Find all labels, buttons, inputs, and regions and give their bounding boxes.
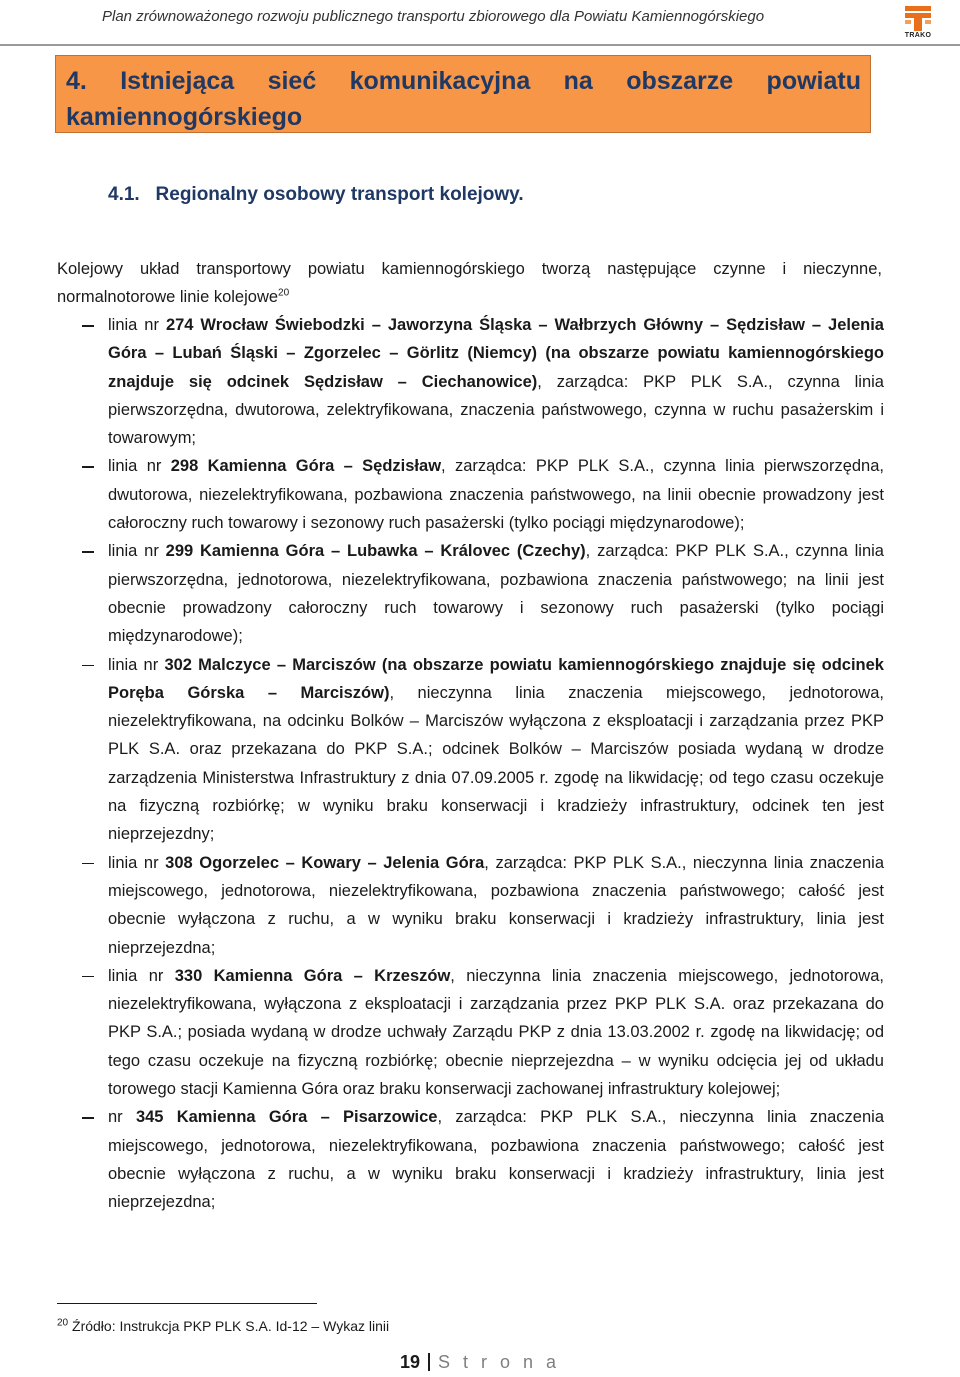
footnote-divider — [57, 1303, 317, 1304]
list-item — [57, 962, 884, 1103]
list-item — [57, 311, 884, 452]
railway-lines-list — [57, 311, 884, 1217]
trako-logo — [901, 4, 935, 40]
footnote-number: 20 — [57, 1317, 69, 1329]
chapter-title: 4. Istniejąca sieć komunikacyjna na obszarze powiatu kamiennogórskiego — [66, 67, 861, 131]
intro-paragraph — [57, 255, 882, 311]
page-separator — [428, 1353, 430, 1371]
line-description: , zarządca: PKP PLK S.A., czynna linia pierwszorzędna, dwutorowa, niezelektryfikowana, pozbawiona znaczenia państwowego, na linii obecnie prowadzony jest całoroczny ruch towarowy i sezonowy ruch pasażerski (tylko pociągi międzynarodowe); — [108, 457, 884, 533]
line-route: 330 Kamienna Góra – Krzeszów — [174, 966, 451, 985]
page-header — [0, 0, 960, 48]
list-item — [57, 1103, 884, 1216]
header-title: Plan zrównoważonego rozwoju publicznego transportu zbiorowego dla Powiatu Kamiennogórskiego — [102, 8, 765, 25]
page-label: S t r o n a — [437, 1352, 561, 1372]
line-description: , nieczynna linia znaczenia miejscowego, jednotorowa, niezelektryfikowana, na odcinku Bolków – Marciszów wyłączona z eksploatacji i zarządzania przez PKP PLK S.A. oraz przekazana do PKP S.A.; odcinek Bolków – Marciszów posiada wydaną w drodze zarządzenia Ministerstwa Infrastruktury z dnia 07.09.2005 r. zgodę na likwidację; od tego czasu oczekuje na fizyczną rozbiórkę; w wyniku braku konserwacji i kradzieży infrastruktury, odcinek ten jest nieprzejezdny; — [108, 683, 884, 844]
list-item — [57, 537, 884, 650]
line-route: 308 Ogorzelec – Kowary – Jelenia Góra — [165, 853, 485, 872]
dash-bullet-icon — [82, 863, 94, 865]
chapter-heading-box — [55, 55, 871, 133]
section-title: 4.1. Regionalny osobowy transport kolejowy. — [108, 184, 524, 205]
line-description: , zarządca: PKP PLK S.A., nieczynna linia znaczenia miejscowego, jednotorowa, niezelektryfikowana, pozbawiona znaczenia państwowego; całość jest obecnie wyłączona z ruchu, a w wyniku braku konserwacji i kradzieży infrastruktury, linia jest nieprzejezdna; — [108, 1108, 885, 1212]
logo-icon — [901, 4, 935, 32]
dash-bullet-icon — [82, 325, 94, 327]
footnote — [57, 1318, 389, 1334]
line-description: , zarządca: PKP PLK S.A., czynna linia pierwszorzędna, dwutorowa, zelektryfikowana, znaczenia państwowego, czynna w ruchu pasażerskim i towarowym; — [108, 372, 884, 448]
line-description: , zarządca: PKP PLK S.A., czynna linia pierwszorzędna, jednotorowa, niezelektryfikowana, pozbawiona znaczenia państwowego; na linii jest obecnie prowadzony całoroczny ruch towarowy i sezonowy ruch pasażerski (tylko pociągi międzynarodowe); — [108, 542, 884, 646]
footnote-text: Źródło: Instrukcja PKP PLK S.A. Id-12 – Wykaz linii — [72, 1318, 390, 1334]
list-item — [57, 849, 884, 962]
line-route: 302 Malczyce – Marciszów (na obszarze powiatu kamiennogórskiego znajduje się odcinek Poręba Górska – Marciszów) — [108, 655, 884, 702]
line-route: 298 Kamienna Góra – Sędzisław — [170, 457, 442, 476]
list-item — [57, 452, 884, 537]
line-prefix: nr — [108, 1108, 136, 1127]
line-prefix: linia nr — [108, 542, 166, 561]
list-item — [57, 651, 884, 849]
line-route: 345 Kamienna Góra – Pisarzowice — [135, 1108, 438, 1127]
line-description: , zarządca: PKP PLK S.A., nieczynna linia znaczenia miejscowego, jednotorowa, niezelektryfikowana, pozbawiona znaczenia państwowego; całość jest obecnie wyłączona z ruchu, a w wyniku braku konserwacji i kradzieży infrastruktury, linia jest nieprzejezdna; — [108, 853, 884, 957]
header-rule — [0, 44, 960, 46]
page-number: 19 — [399, 1352, 420, 1372]
dash-bullet-icon — [82, 551, 94, 553]
line-prefix: linia nr — [108, 966, 175, 985]
line-prefix: linia nr — [108, 655, 165, 674]
line-prefix: linia nr — [108, 316, 166, 334]
logo-text: TRAKO — [904, 32, 932, 39]
line-description: , nieczynna linia znaczenia miejscowego, jednotorowa, niezelektryfikowana, wyłączona z eksploatacji i zarządzania przez PKP PLK S.A. oraz przekazana do PKP S.A.; posiada wydaną w drodze uchwały Zarządu PKP z dnia 13.03.2002 r. zgodę na likwidację; od tego czasu oczekuje na fizyczną rozbiórkę; obecnie nieprzejezdna – w wyniku odcięcia jej od układu torowego stacji Kamienna Góra oraz braku konserwacji zachowanej infrastruktury kolejowej; — [108, 966, 884, 1099]
dash-bullet-icon — [82, 1117, 94, 1119]
page-footer — [0, 1352, 960, 1373]
line-prefix: linia nr — [108, 457, 171, 476]
footnote-ref: 20 — [278, 287, 290, 299]
dash-bullet-icon — [82, 665, 94, 667]
line-route: 274 Wrocław Świebodzki – Jaworzyna Śląska – Wałbrzych Główny – Sędzisław – Jelenia Góra – Lubań Śląski – Zgorzelec – Görlitz (Niemcy) (na obszarze powiatu kamiennogórskiego znajduje się odcinek Sędzisław – Ciechanowice) — [108, 316, 884, 391]
intro-text: Kolejowy układ transportowy powiatu kamiennogórskiego tworzą następujące czynne i nieczynne, normalnotorowe linie kolejowe — [57, 260, 882, 306]
dash-bullet-icon — [82, 466, 94, 468]
line-prefix: linia nr — [108, 853, 166, 872]
line-route: 299 Kamienna Góra – Lubawka – Královec (Czechy) — [165, 542, 586, 561]
dash-bullet-icon — [82, 976, 94, 978]
